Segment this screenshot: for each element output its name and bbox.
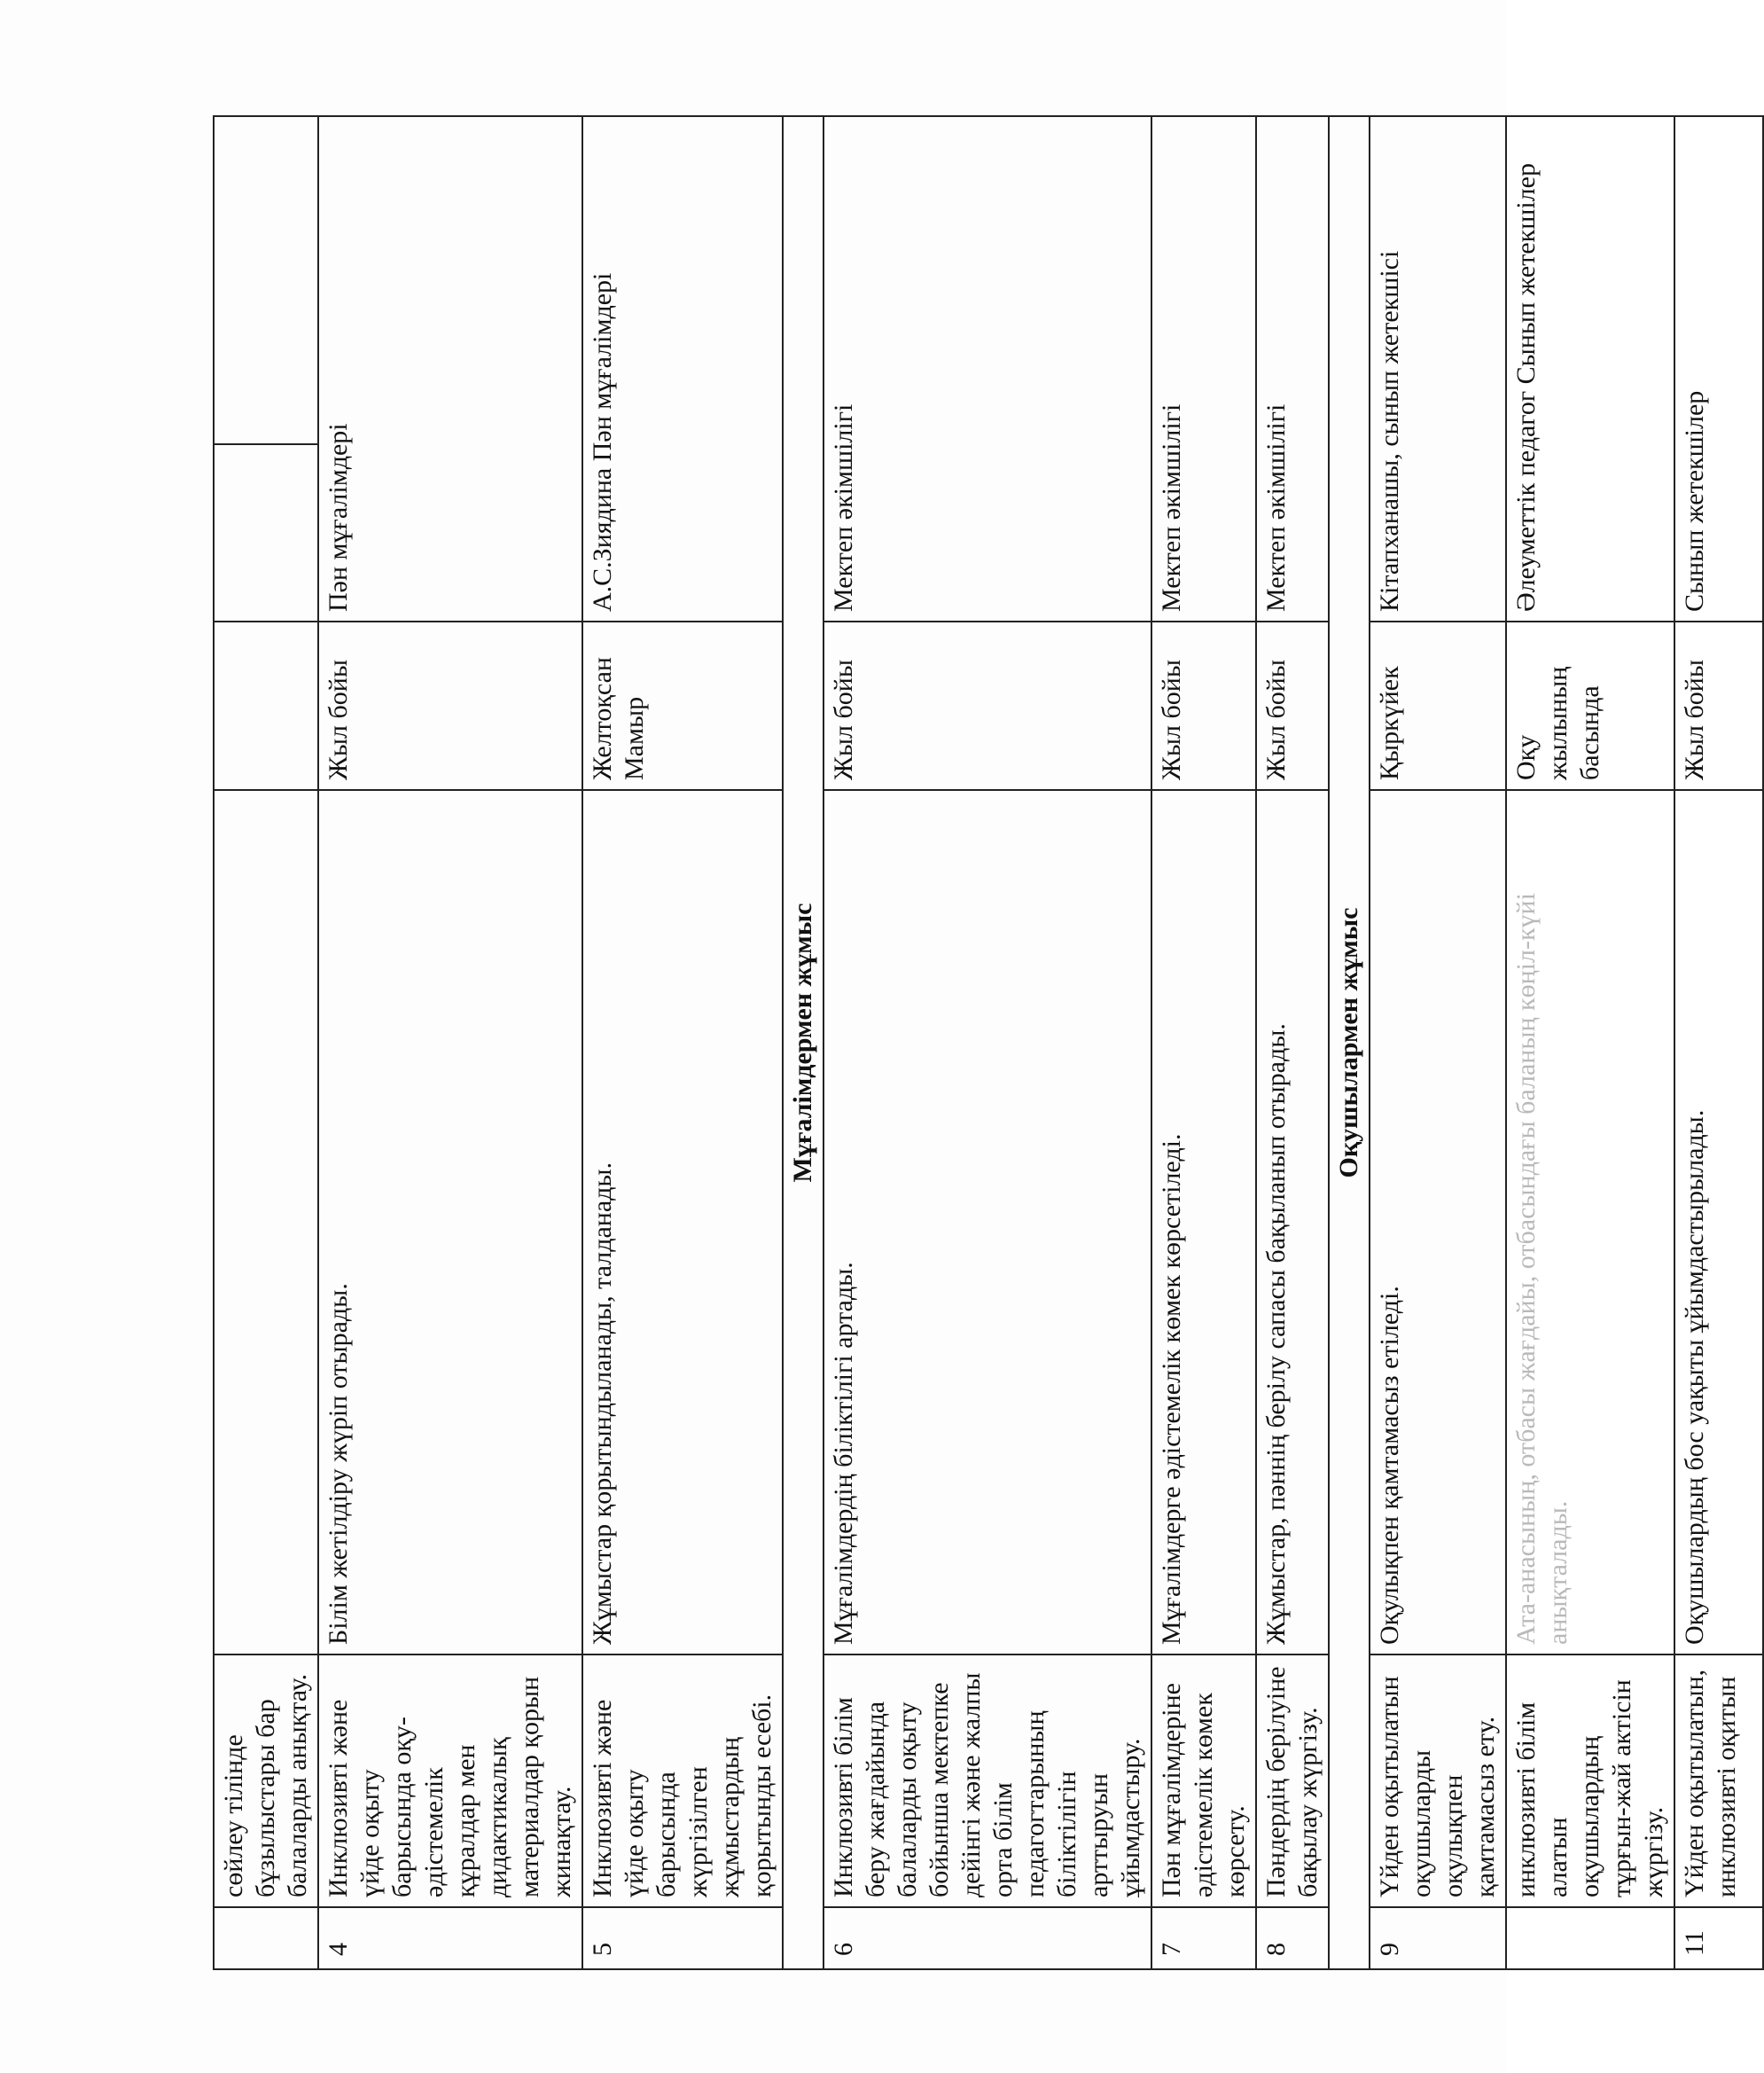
- row-responsible: [214, 444, 318, 622]
- row-time: Оқу жылының басында: [1506, 622, 1674, 790]
- row-direction: Үйден оқытылатын оқушыларды оқулықпен қамтамасыз ету.: [1370, 1654, 1506, 1907]
- row-action: Ата-анасының, отбасы жағдайы, отбасындағы баланың көңіл-күйі анықталады.: [1506, 790, 1674, 1654]
- row-time: Жыл бойы: [1151, 622, 1256, 790]
- row-action: Мұғалімдердің біліктілігі артады.: [823, 790, 1151, 1654]
- row-number: [1506, 1907, 1674, 1969]
- table-row: [1674, 116, 1763, 1969]
- row-responsible: Сынып жетекшілер: [1674, 116, 1763, 622]
- row-direction: Инклюзивті және үйде оқыту барысында оқу-әдістемелік құралдар мен дидактикалық материалдар қорын жинақтау.: [318, 1654, 582, 1907]
- row-action: Оқушылардың бос уақыты ұйымдастырылады.: [1674, 790, 1763, 1654]
- row-action: Жұмыстар қорытындыланады, талданады.: [582, 790, 783, 1654]
- table-row: [1256, 116, 1329, 1969]
- table-row: [1506, 116, 1674, 1969]
- row-direction: сөйлеу тілінде бұзылыстары бар балаларды анықтау.: [214, 1654, 318, 1907]
- row-responsible: Мектеп әкімшілігі: [823, 116, 1151, 622]
- table-row: [318, 116, 582, 1969]
- row-time: Жыл бойы: [318, 622, 582, 790]
- row-action: Жұмыстар, пәннің берілу сапасы бақыланып отырады.: [1256, 790, 1329, 1654]
- table-row: [582, 116, 783, 1969]
- row-number: 7: [1151, 1907, 1256, 1969]
- plan-table: [213, 115, 1764, 1970]
- row-responsible: А.С.Зиядина Пән мұғалімдері: [582, 116, 783, 622]
- section-header-row: [1329, 116, 1370, 1969]
- section-header-row: [783, 116, 823, 1969]
- row-number: 5: [582, 1907, 783, 1969]
- row-action: Оқулықпен қамтамасыз етіледі.: [1370, 790, 1506, 1654]
- row-action: Мұғалімдерге әдістемелік көмек көрсетіледі.: [1151, 790, 1256, 1654]
- table-row: [214, 116, 318, 1969]
- row-number: 8: [1256, 1907, 1329, 1969]
- table-row: [1151, 116, 1256, 1969]
- row-direction: Пән мұғалімдеріне әдістемелік көмек көрсету.: [1151, 1654, 1256, 1907]
- row-number: 6: [823, 1907, 1151, 1969]
- row-number: 4: [318, 1907, 582, 1969]
- row-time: Жыл бойы: [1674, 622, 1763, 790]
- row-time: Жыл бойы: [823, 622, 1151, 790]
- section-teachers-title: Мұғалімдермен жұмыс: [783, 116, 823, 1969]
- row-number: 11: [1674, 1907, 1763, 1969]
- row-time: Желтоқсан Мамыр: [582, 622, 783, 790]
- section-students-title: Оқушылармен жұмыс: [1329, 116, 1370, 1969]
- row-time: Қыркүйек: [1370, 622, 1506, 790]
- row-action: [214, 790, 318, 1654]
- table-row: [1370, 116, 1506, 1969]
- row-last: [214, 116, 318, 444]
- row-time: Жыл бойы: [1256, 622, 1329, 790]
- table-row: [823, 116, 1151, 1969]
- row-direction: инклюзивті білім алатын оқушылардың тұрғын-жай актісін жүргізу.: [1506, 1654, 1674, 1907]
- row-responsible: Кітапханашы, сынып жетекшісі: [1370, 116, 1506, 622]
- row-direction: Инклюзивті білім беру жағдайында балаларды оқыту бойынша мектепке дейінгі және жалпы орта білім педагогтарының біліктілігін арттыруын ұйымдастыру.: [823, 1654, 1151, 1907]
- row-time: [214, 622, 318, 790]
- row-number: 9: [1370, 1907, 1506, 1969]
- rotated-table-container: [213, 117, 1741, 1970]
- row-responsible: Мектеп әкімшілігі: [1151, 116, 1256, 622]
- row-direction: Пәндердің берілуіне бақылау жүргізу.: [1256, 1654, 1329, 1907]
- row-responsible: Мектеп әкімшілігі: [1256, 116, 1329, 622]
- row-action: Білім жетілдіру жүріп отырады.: [318, 790, 582, 1654]
- row-responsible: Әлеуметтік педагог Сынып жетекшілер: [1506, 116, 1674, 622]
- row-direction: Инклюзивті және үйде оқыту барысында жүргізілген жұмыстардың қорытынды есебі.: [582, 1654, 783, 1907]
- row-responsible: Пән мұғалімдері: [318, 116, 582, 622]
- row-number: [214, 1907, 318, 1969]
- row-direction: Үйден оқытылатын, инклюзивті оқитын: [1674, 1654, 1763, 1907]
